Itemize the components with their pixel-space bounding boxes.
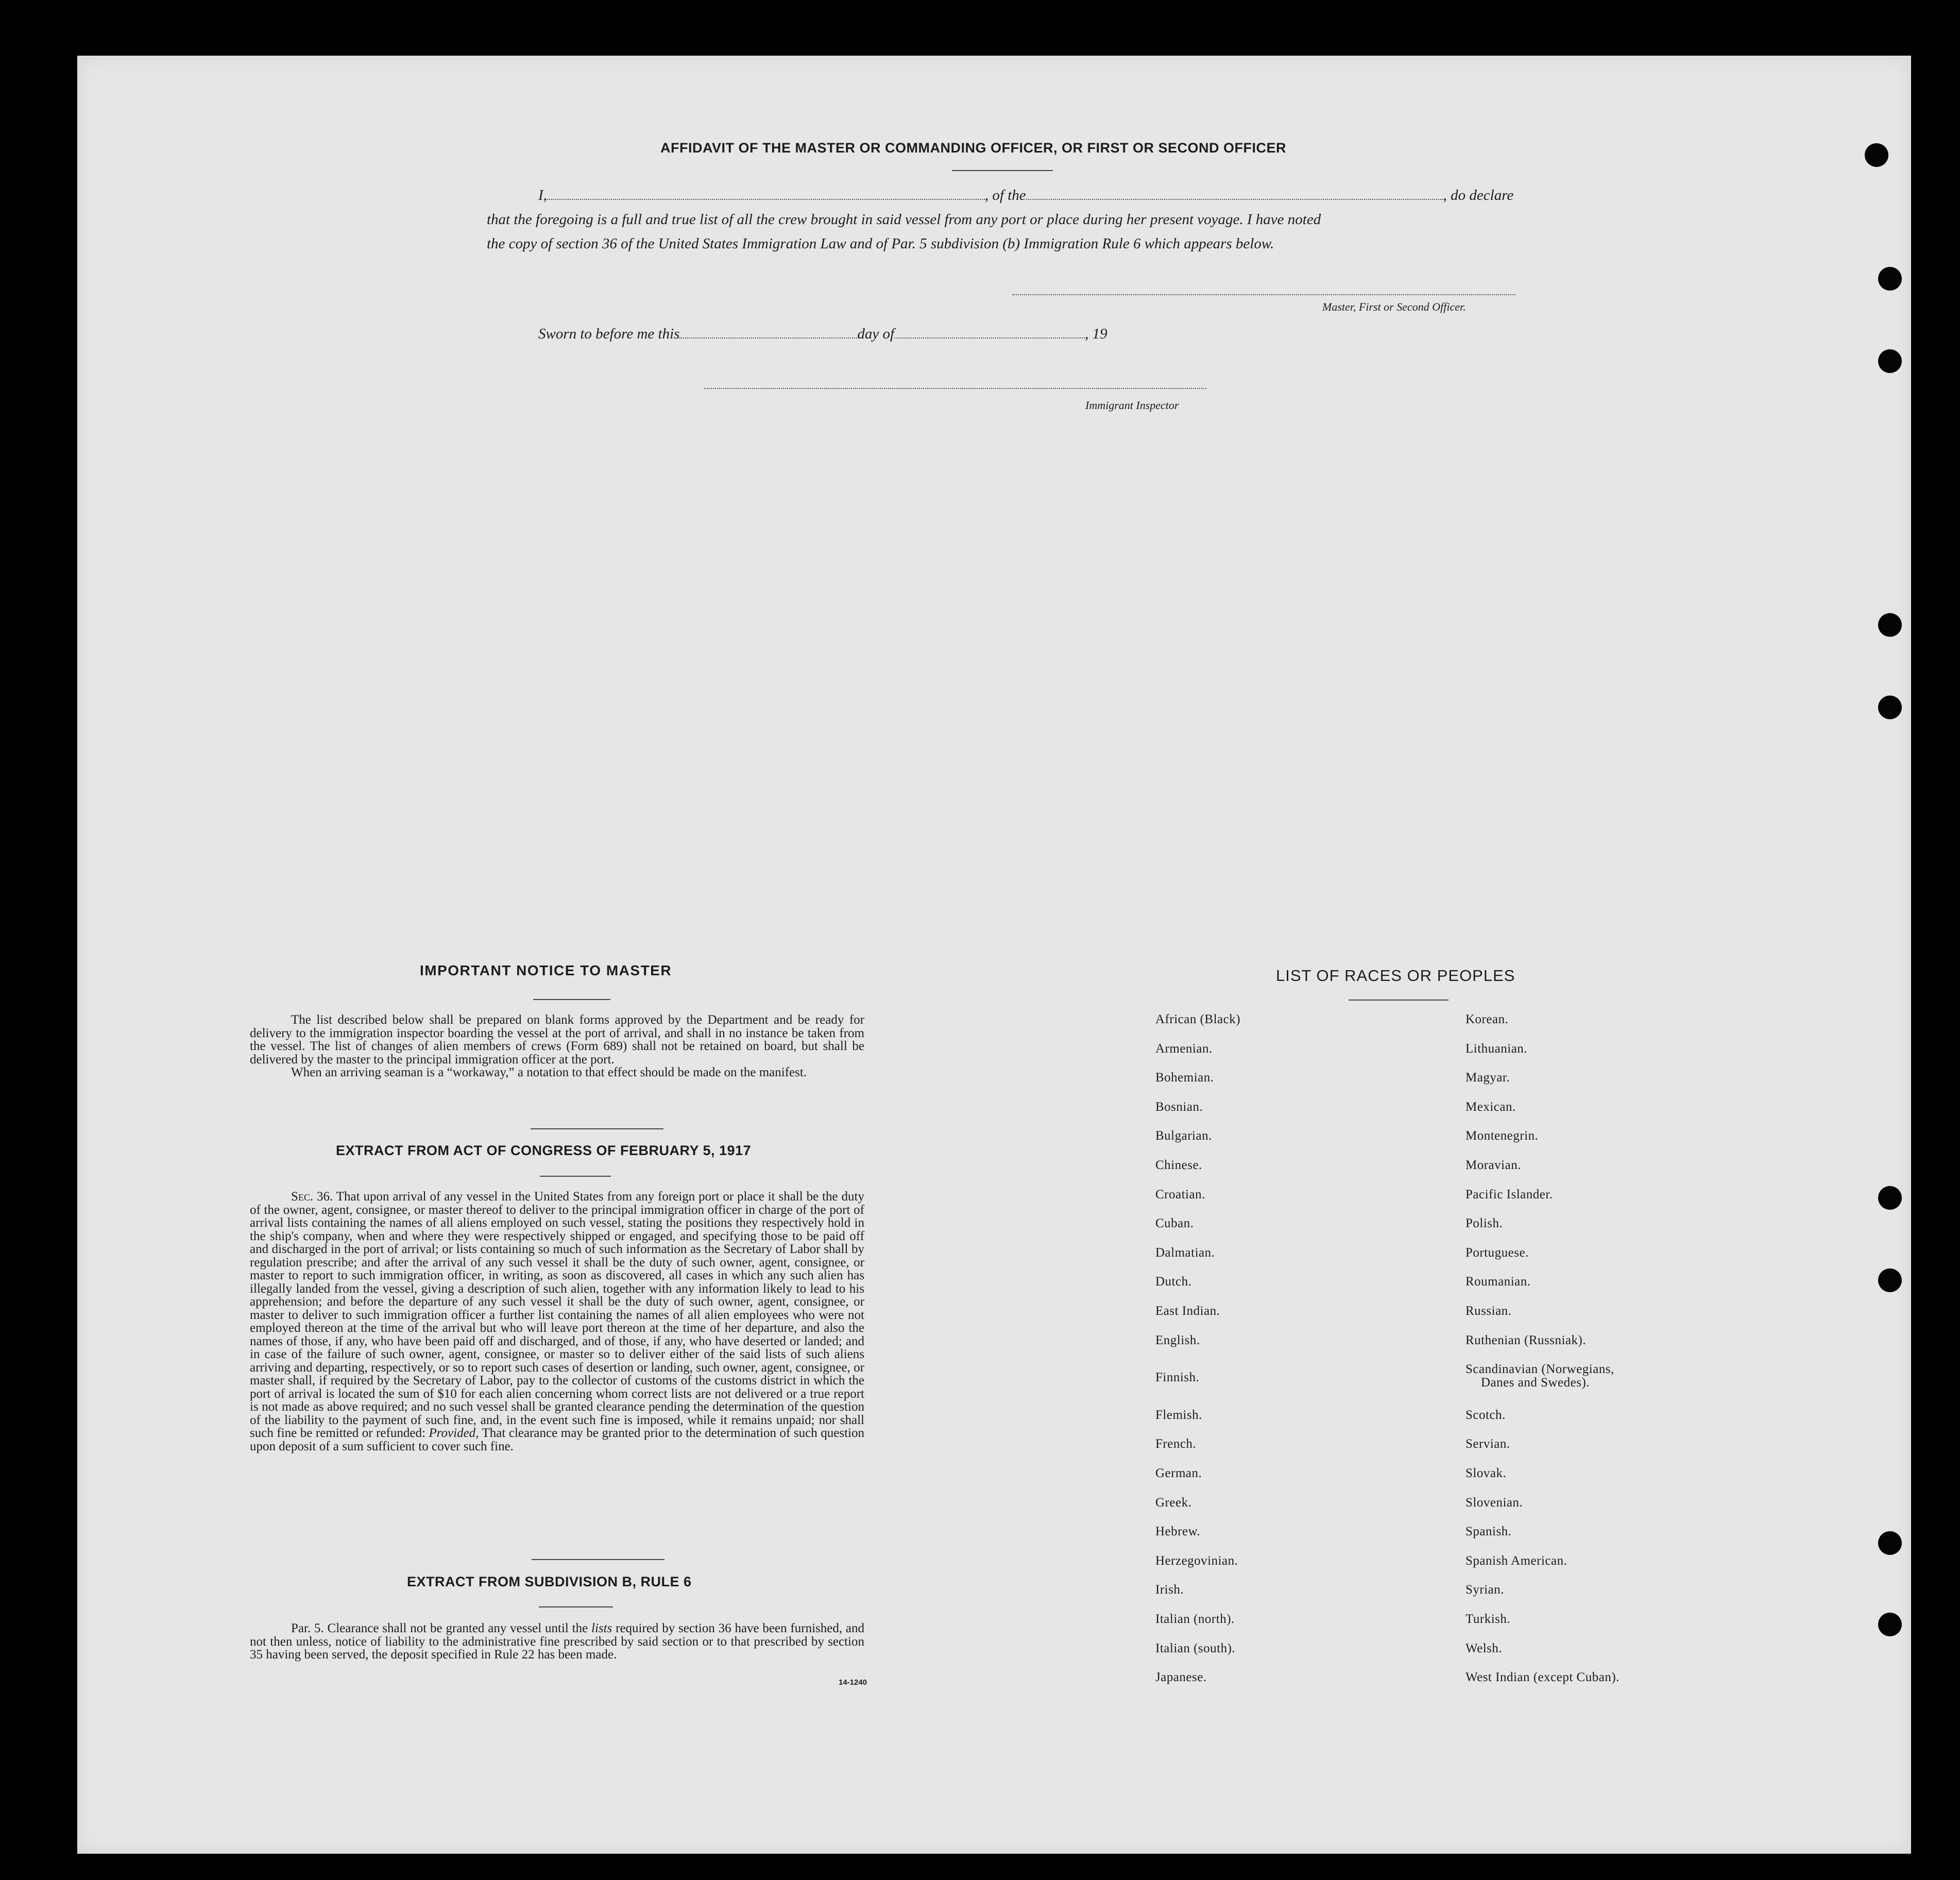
race-item: Herzegovinian. [1155, 1553, 1238, 1568]
section-rule [532, 1559, 664, 1560]
affidavit-line-2: that the foregoing is a full and true list of all the crew brought in said vessel from any port or place during her present voyage. I have noted [487, 211, 1321, 228]
race-item: Bohemian. [1155, 1071, 1214, 1085]
notice-rule [533, 999, 610, 1000]
punch-hole [1865, 143, 1888, 167]
race-item: Montenegrin. [1465, 1129, 1539, 1143]
race-item-continuation: Danes and Swedes). [1481, 1376, 1590, 1390]
race-item: Flemish. [1155, 1408, 1202, 1422]
race-item: Welsh. [1465, 1641, 1503, 1655]
race-item: Servian. [1465, 1437, 1510, 1451]
title-rule [952, 170, 1053, 171]
race-item: Bosnian. [1155, 1099, 1203, 1114]
race-item: Magyar. [1465, 1071, 1510, 1085]
race-item: Turkish. [1465, 1612, 1511, 1626]
race-item: English. [1155, 1333, 1200, 1347]
race-item: German. [1155, 1466, 1202, 1480]
rule6-title: EXTRACT FROM SUBDIVISION B, RULE 6 [407, 1574, 692, 1589]
race-item: Irish. [1155, 1583, 1184, 1597]
race-item: French. [1155, 1437, 1197, 1451]
pronoun-i: I, [538, 187, 547, 204]
race-item: Hebrew. [1155, 1525, 1201, 1539]
provided-word: Provided, [429, 1426, 479, 1440]
sworn-line [538, 326, 1107, 343]
race-item: Lithuanian. [1465, 1041, 1528, 1056]
race-item: Dutch. [1155, 1275, 1192, 1289]
act-body: That upon arrival of any vessel in the United States from any foreign port or place it shall be the duty of the owner, agent, consignee, or master thereof to deliver to the principal immigration officer in charge of the port of arrival lists containing the names of all aliens employed on such vessel, stating the positions they respectively hold in the ship's company, when and where they were respectively shipped or engaged, and specifying those to be paid off and discharged in the port of arrival; or lists containing so much of such information as the Secretary of Labor shall by regulation prescribe; and after the arrival of any such vessel it shall be the duty of such owner, agent, consignee, or master to report to such immigration officer, in writing, as soon as discovered, all cases in which any such alien has illegally landed from the vessel, giving a description of such alien, together with any information likely to lead to his apprehension; and before the departure of any such vessel it shall be the duty of such owner, agent, consignee, or master to deliver to such immigration officer a further list containing the names of all alien employees who were not employed thereon at the time of the arrival but who will leave port thereon at the time of her departure, and also the names of those, if any, who have been paid off and discharged, and of those, if any, who have deserted or landed; and in case of the failure of such owner, agent, consignee, or master so to deliver either of the said lists of such aliens arriving and departing, respectively, or so to report such cases of desertion or landing, such owner, agent, consignee, or master shall, if required by the Secretary of Labor, pay to the collector of customs of the customs district in which the port of arrival is located the sum of $10 for each alien concerning whom correct lists are not delivered or a true report is not made as above required; and no such vessel shall be granted clearance pending the determination of the question of the liability to the payment of such fine, and, in the event such fine is imposed, while it remains unpaid; nor shall such fine be remitted or refunded: [250, 1190, 864, 1440]
name-blank[interactable] [547, 198, 985, 200]
races-rule [1349, 1000, 1448, 1001]
race-item: Scandinavian (Norwegians, [1465, 1362, 1614, 1377]
sworn-prefix: Sworn to before me this [538, 326, 680, 342]
section-rule [531, 1128, 663, 1129]
race-item: Japanese. [1155, 1670, 1207, 1685]
race-item: Ruthenian (Russniak). [1465, 1333, 1587, 1347]
punch-hole [1878, 349, 1902, 373]
race-item: West Indian (except Cuban). [1465, 1670, 1620, 1685]
race-item: Italian (north). [1155, 1612, 1235, 1626]
race-item: Polish. [1465, 1216, 1503, 1231]
race-item: Portuguese. [1465, 1245, 1529, 1260]
rule6-text [250, 1622, 864, 1662]
act-title: EXTRACT FROM ACT OF CONGRESS OF FEBRUARY 5, 1917 [336, 1143, 752, 1158]
race-item: Pacific Islander. [1465, 1187, 1553, 1201]
act-rule [540, 1176, 611, 1177]
master-signature-line[interactable] [1012, 294, 1515, 295]
notice-paragraph-2: When an arriving seaman is a “workaway,” a notation to that effect should be made on the manifest. [291, 1065, 807, 1079]
of-the-label: , of the [984, 187, 1026, 204]
race-item: East Indian. [1155, 1304, 1220, 1318]
declare-label: , do declare [1443, 187, 1514, 204]
punch-hole [1878, 613, 1902, 637]
master-caption: Master, First or Second Officer. [1322, 300, 1466, 313]
rule6-rule [539, 1606, 613, 1607]
race-item: Syrian. [1465, 1583, 1505, 1597]
act-body-end: That clearance may be granted prior to the determination of such question upon deposit of a sum sufficient to cover such fine. [250, 1426, 865, 1453]
notice-text [250, 1013, 864, 1079]
punch-hole [1878, 696, 1902, 719]
lists-word: lists [591, 1621, 612, 1635]
punch-hole [1878, 267, 1902, 291]
race-item: Moravian. [1465, 1158, 1521, 1172]
race-item: Chinese. [1155, 1158, 1202, 1172]
vessel-blank[interactable] [1026, 198, 1443, 200]
punch-hole [1878, 1186, 1902, 1210]
year-label: , 19 [1085, 326, 1107, 342]
month-blank[interactable] [894, 337, 1085, 338]
punch-hole [1878, 1531, 1902, 1555]
race-item: Croatian. [1155, 1187, 1205, 1201]
punch-hole [1878, 1613, 1902, 1636]
races-title: LIST OF RACES OR PEOPLES [1276, 967, 1515, 985]
race-item: Italian (south). [1155, 1641, 1236, 1655]
race-item: Greek. [1155, 1495, 1192, 1510]
race-item: African (Black) [1155, 1012, 1241, 1026]
day-blank[interactable] [679, 337, 857, 338]
notice-title: IMPORTANT NOTICE TO MASTER [420, 962, 672, 978]
rule6-body-a: Par. 5. Clearance shall not be granted any vessel until the [291, 1621, 588, 1635]
affidavit-title: AFFIDAVIT OF THE MASTER OR COMMANDING OFFICER, OR FIRST OR SECOND OFFICER [660, 140, 1286, 156]
affidavit-line-3: the copy of section 36 of the United States Immigration Law and of Par. 5 subdivision (b) Immigration Rule 6 which appears below. [487, 235, 1274, 252]
race-item: Slovenian. [1465, 1495, 1523, 1510]
race-item: Dalmatian. [1155, 1245, 1215, 1260]
act-text [250, 1190, 864, 1453]
form-number: 14-1240 [839, 1678, 867, 1687]
affidavit-line-1 [538, 187, 1513, 204]
race-item: Scotch. [1465, 1408, 1506, 1422]
race-item: Spanish American. [1465, 1553, 1567, 1568]
race-item: Cuban. [1155, 1216, 1194, 1231]
race-item: Bulgarian. [1155, 1129, 1212, 1143]
race-item: Roumanian. [1465, 1275, 1531, 1289]
inspector-caption: Immigrant Inspector [1085, 399, 1179, 412]
race-item: Slovak. [1465, 1466, 1507, 1480]
race-item: Spanish. [1465, 1525, 1512, 1539]
race-item: Russian. [1465, 1304, 1512, 1318]
punch-hole [1878, 1268, 1902, 1292]
section-label: Sec. 36. [291, 1190, 333, 1204]
race-item: Armenian. [1155, 1041, 1213, 1056]
notice-paragraph-1: The list described below shall be prepared on blank forms approved by the Department and be ready for delivery to the immigration inspector boarding the vessel at the port of arrival, and shall in no instance be taken from the vessel. The list of changes of alien members of crews (Form 689) shall not be retained on board, but shall be delivered by the master to the principal immigration officer at the port. [250, 1013, 864, 1066]
race-item: Korean. [1465, 1012, 1509, 1026]
inspector-signature-line[interactable] [704, 387, 1206, 389]
day-of-label: day of [857, 326, 895, 342]
rule6-body-b: required by section 36 have been furnished, and not then unless, notice of liability to the administrative fine prescribed by said section or to that prescribed by section 35 having been served, the deposit specified in Rule 22 has been made. [250, 1621, 865, 1662]
race-item: Finnish. [1155, 1370, 1200, 1385]
race-item: Mexican. [1465, 1099, 1516, 1114]
